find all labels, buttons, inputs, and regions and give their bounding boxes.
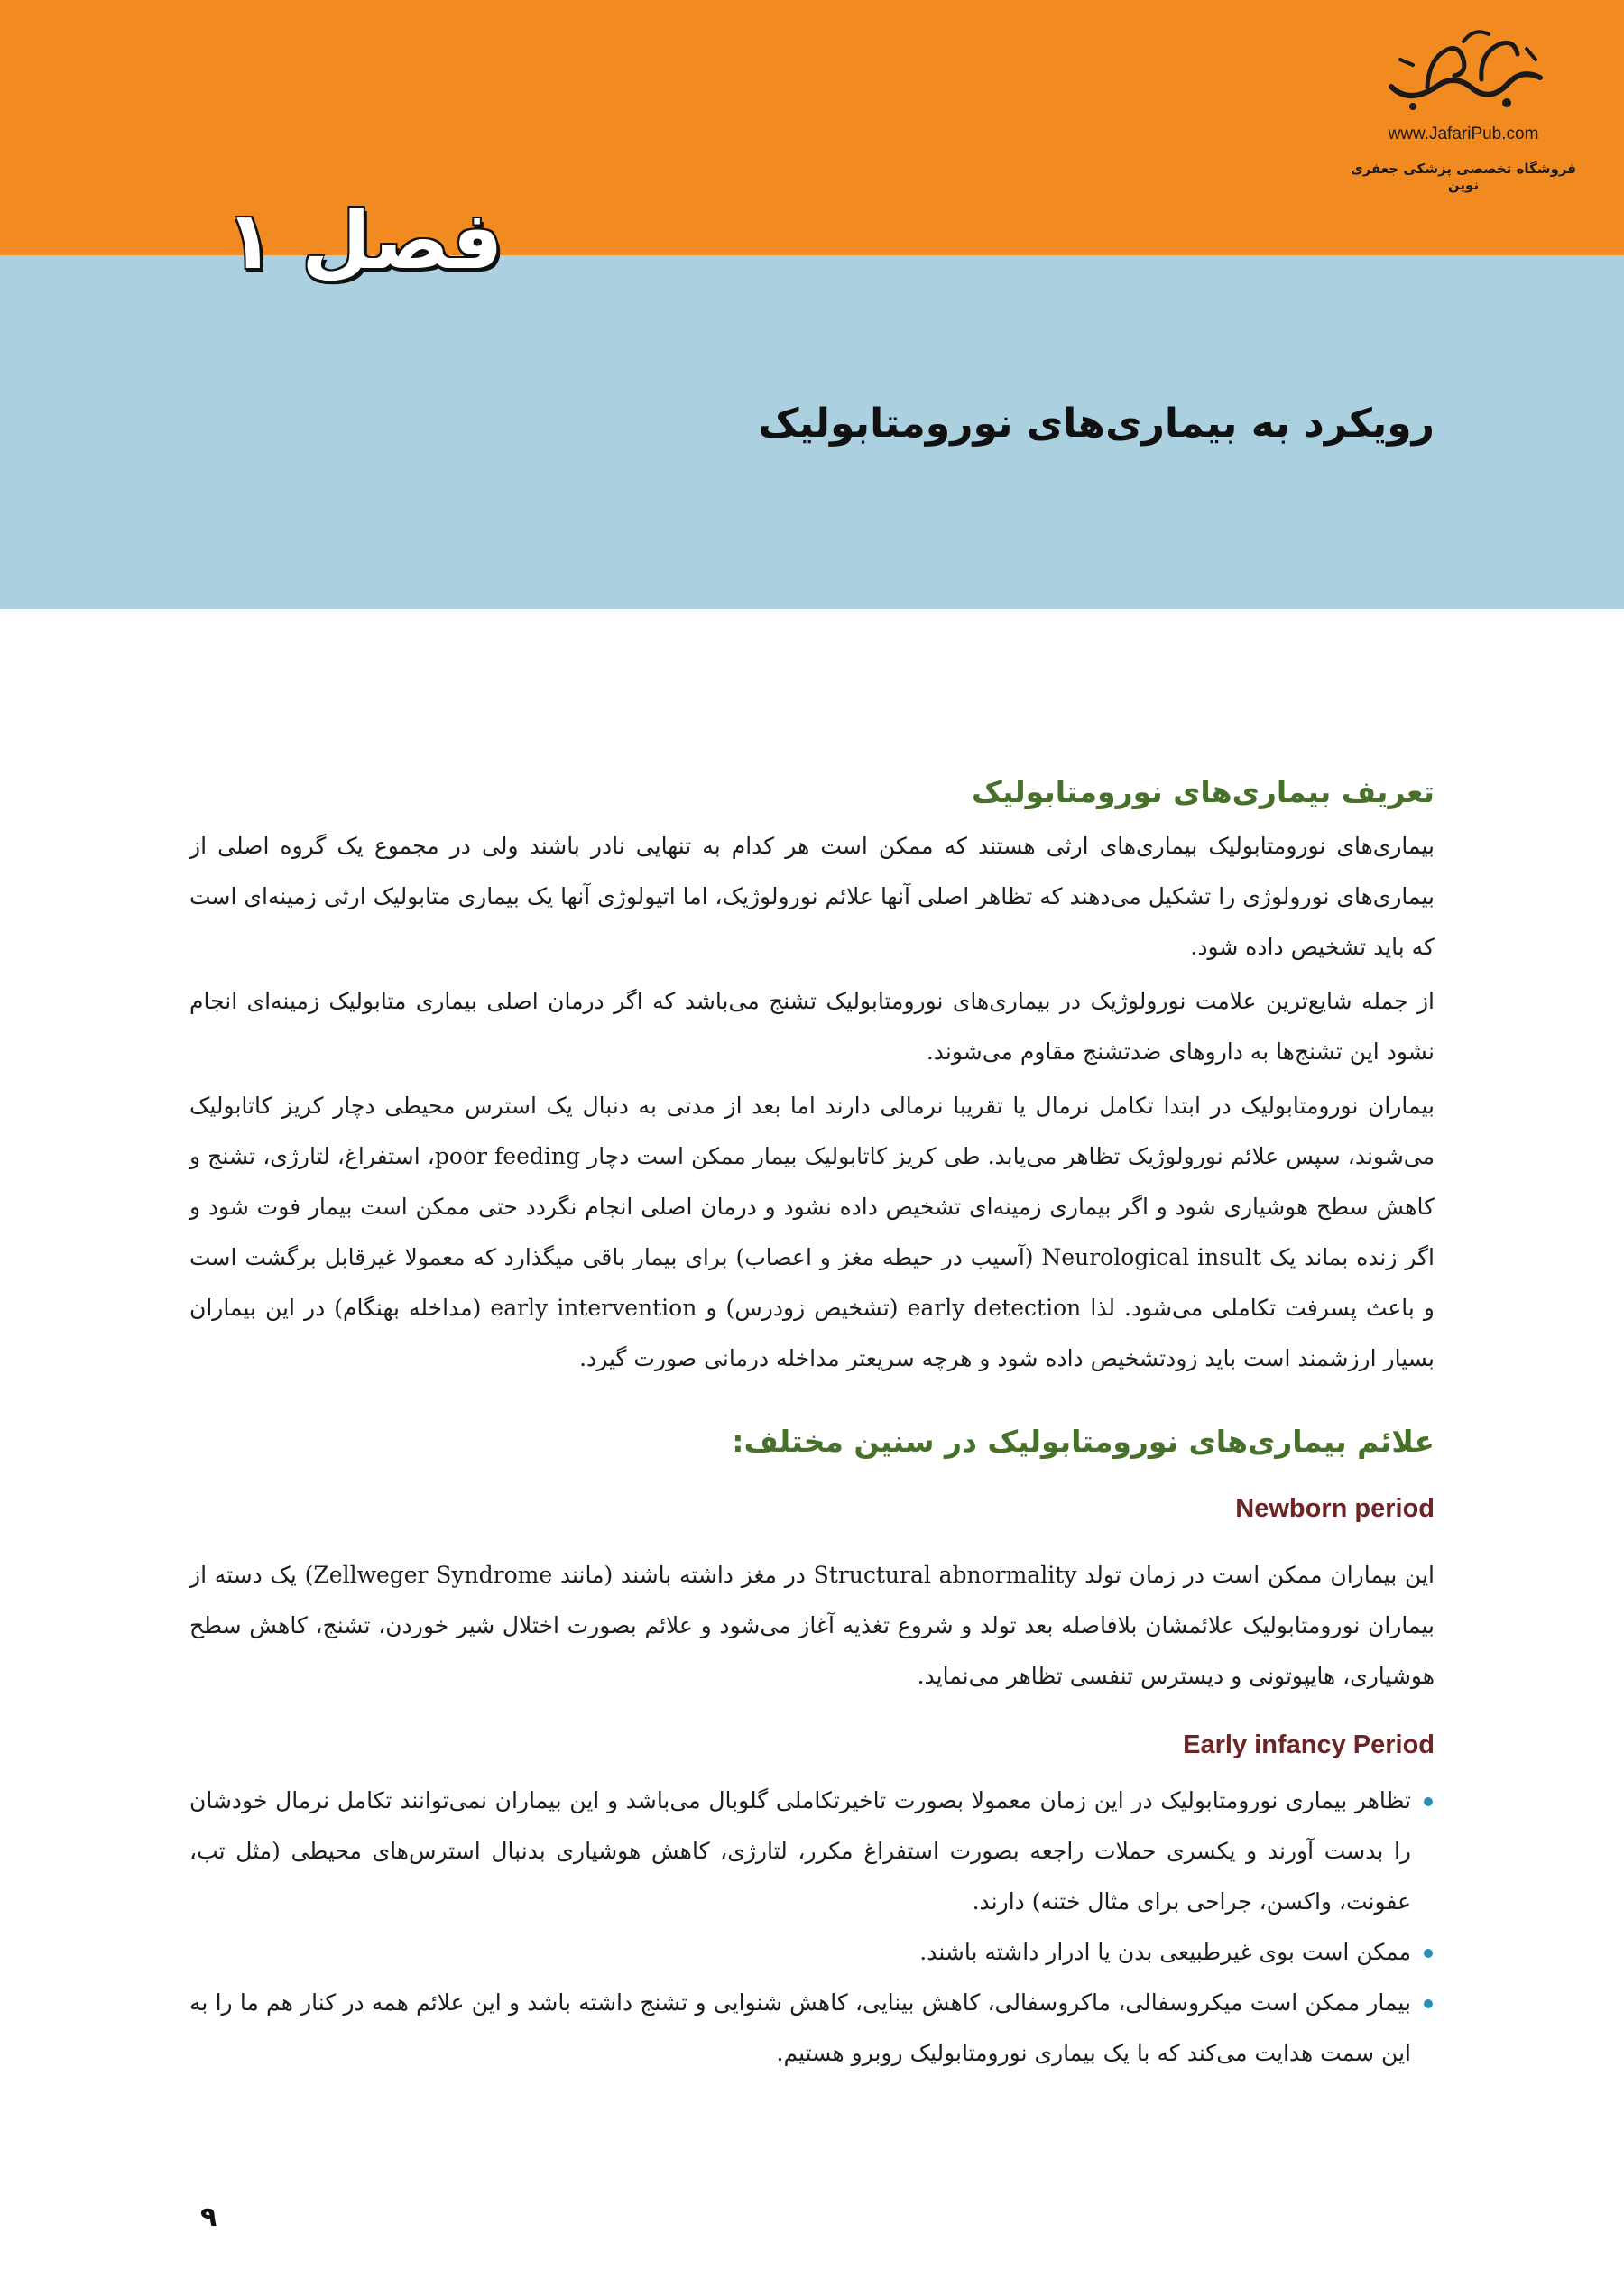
- logo-tagline: فروشگاه تخصصی پزشکی جعفری نوین: [1350, 161, 1577, 193]
- page-number: ۹: [200, 2201, 217, 2233]
- jafari-calligraphy-icon: [1373, 23, 1554, 123]
- chapter-label: فصل ۱: [226, 194, 503, 287]
- subheading-early-infancy: Early infancy Period: [1183, 1730, 1435, 1759]
- chapter-title: رویکرد به بیماری‌های نورومتابولیک: [758, 401, 1435, 447]
- paragraph: بیماری‌های نورومتابولیک بیماری‌های ارثی هستند که ممکن است هر کدام به تنهایی نادر باشند ولی در مجموع یک گروه اصلی از بیماری‌های نورولوژی را تشکیل می‌دهند که تظاهر اصلی آنها علائم نورولوژیک، اما اتیولوژی آنها یک بیماری متابولیک ارثی زمینه‌ای است که باید تشخیص داده شود.: [189, 833, 1435, 960]
- bullet-dot-icon: [1424, 1949, 1433, 1958]
- list-item: [189, 1776, 1435, 1927]
- list-item-text: تظاهر بیماری نورومتابولیک در این زمان معمولا بصورت تاخیرتکاملی گلوبال می‌باشد و این بیماران نمی‌توانند تکامل نرمال خودشان را بدست آورند و یکسری حملات راجعه بصورت استفراغ مکرر، لتارژی، کاهش هوشیاری بدنبال استرس‌های محیطی (مثل تب، عفونت، واکسن، جراحی برای مثال ختنه) دارند.: [189, 1787, 1411, 1915]
- paragraph: بیماران نورومتابولیک در ابتدا تکامل نرمال یا تقریبا نرمالی دارند اما بعد از مدتی به دنبال یک استرس محیطی دچار کریز کاتابولیک می‌شوند، سپس علائم نورولوژیک تظاهر می‌یابد. طی کریز کاتابولیک بیمار ممکن است دچار poor feeding، استفراغ، لتارژی، تشنج و کاهش سطح هوشیاری شود و اگر بیماری زمینه‌ای تشخیص داده نشود و درمان اصلی انجام نگردد حتی ممکن است بیمار فوت شود و اگر زنده بماند یک Neurological insult (آسیب در حیطه مغز و اعصاب) برای بیمار باقی میگذارد که معمولا غیرقابل برگشت است و باعث پسرفت تکاملی می‌شود. لذا early detection (تشخیص زودرس) و early intervention (مداخله بهنگام) در این بیماران بسیار ارزشمند است باید زودتشخیص داده شود و هرچه سریعتر مداخله درمانی صورت گیرد.: [189, 1093, 1435, 1371]
- bullet-dot-icon: [1424, 1797, 1433, 1806]
- list-item: [189, 1978, 1435, 2079]
- section-heading-symptoms: علائم بیماری‌های نورومتابولیک در سنین مختلف:: [732, 1424, 1435, 1459]
- section-heading-definition: تعریف بیماری‌های نورومتابولیک: [972, 774, 1435, 809]
- subheading-newborn: Newborn period: [1235, 1494, 1435, 1523]
- list-item: [189, 1927, 1435, 1978]
- publisher-logo[interactable]: [1342, 23, 1585, 193]
- paragraph-newborn: این بیماران ممکن است در زمان تولد Structural abnormality در مغز داشته باشند (مانند Zellweger Syndrome) یک دسته از بیماران نورومتابولیک علائمشان بلافاصله بعد تولد و شروع تغذیه آغاز می‌شود و علائم بصورت اختلال شیر خوردن، تشنج، کاهش سطح هوشیاری، هایپوتونی و دیسترس تنفسی تظاهر می‌نماید.: [189, 1562, 1435, 1689]
- page-content: [189, 767, 1435, 2079]
- logo-url[interactable]: www.JafariPub.com: [1388, 125, 1539, 143]
- list-item-text: بیمار ممکن است میکروسفالی، ماکروسفالی، کاهش بینایی، کاهش شنوایی و تشنج داشته باشد و این علائم همه در کنار هم ما را به این سمت هدایت می‌کند که با یک بیماری نورومتابولیک روبرو هستیم.: [189, 1989, 1411, 2066]
- bullet-list: [189, 1776, 1435, 2079]
- paragraph: از جمله شایع‌ترین علامت نورولوژیک در بیماری‌های نورومتابولیک تشنج می‌باشد که اگر درمان اصلی بیماری متابولیک زمینه‌ای انجام نشود این تشنج‌ها به داروهای ضدتشنج مقاوم می‌شوند.: [189, 988, 1435, 1065]
- list-item-text: ممکن است بوی غیرطبیعی بدن یا ادرار داشته باشند.: [919, 1939, 1411, 1965]
- bullet-dot-icon: [1424, 1999, 1433, 2008]
